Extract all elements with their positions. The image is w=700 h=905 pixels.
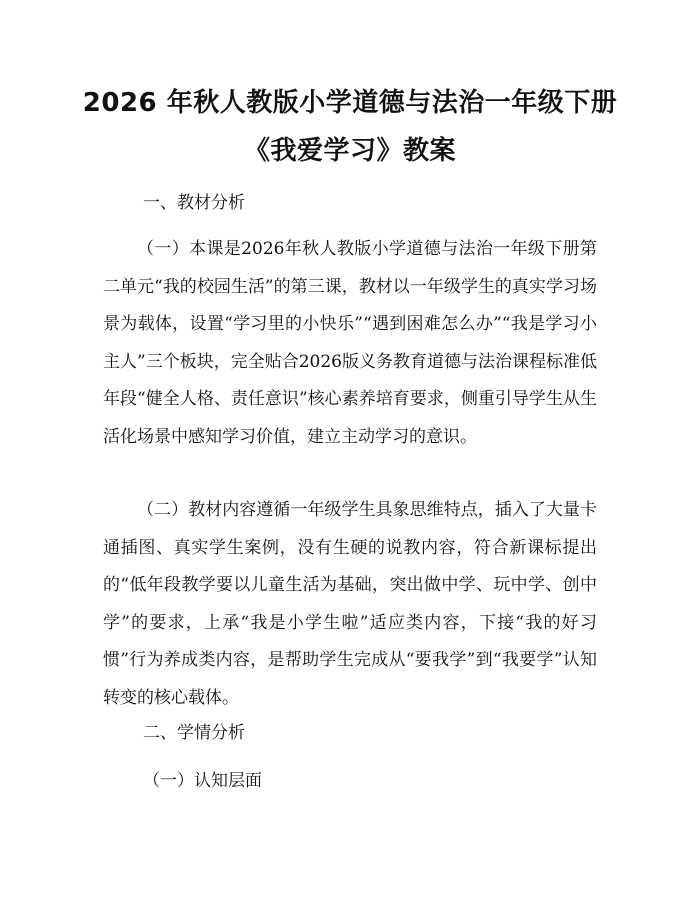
document-title-line1: 2026 年秋人教版小学道德与法治一年级下册 <box>82 88 618 118</box>
paragraph-textbook-analysis-2: （二）教材内容遵循一年级学生具象思维特点，插入了大量卡通插图、真实学生案例，没有生硬的说教内容，符合新课标提出的“低年段教学要以儿童生活为基础，突出做中学、玩中学、创中学”的要求，上承“我是小学生啦”适应类内容，下接“我的好习惯”行为养成类内容，是帮助学生完成从“要我学”到“我要学”认知转变的核心载体。 <box>103 500 597 708</box>
document-title-line2: 《我爱学习》教案 <box>243 136 456 166</box>
subheading-cognitive-level: （一）认知层面 <box>143 771 262 791</box>
paragraph-textbook-analysis-1: （一）本课是2026年秋人教版小学道德与法治一年级下册第二单元“我的校园生活”的第三课，教材以一年级学生的真实学习场景为载体，设置“学习里的小快乐”“遇到困难怎么办”“我是学习小主人”三个板块，完全贴合2026版义务教育道德与法治课程标准低年段“健全人格、责任意识”核心素养培育要求，侧重引导学生从生活化场景中感知学习价值，建立主动学习的意识。 <box>103 239 597 447</box>
section-heading-student-analysis: 二、学情分析 <box>143 723 245 743</box>
section-heading-textbook-analysis: 一、教材分析 <box>143 193 245 213</box>
